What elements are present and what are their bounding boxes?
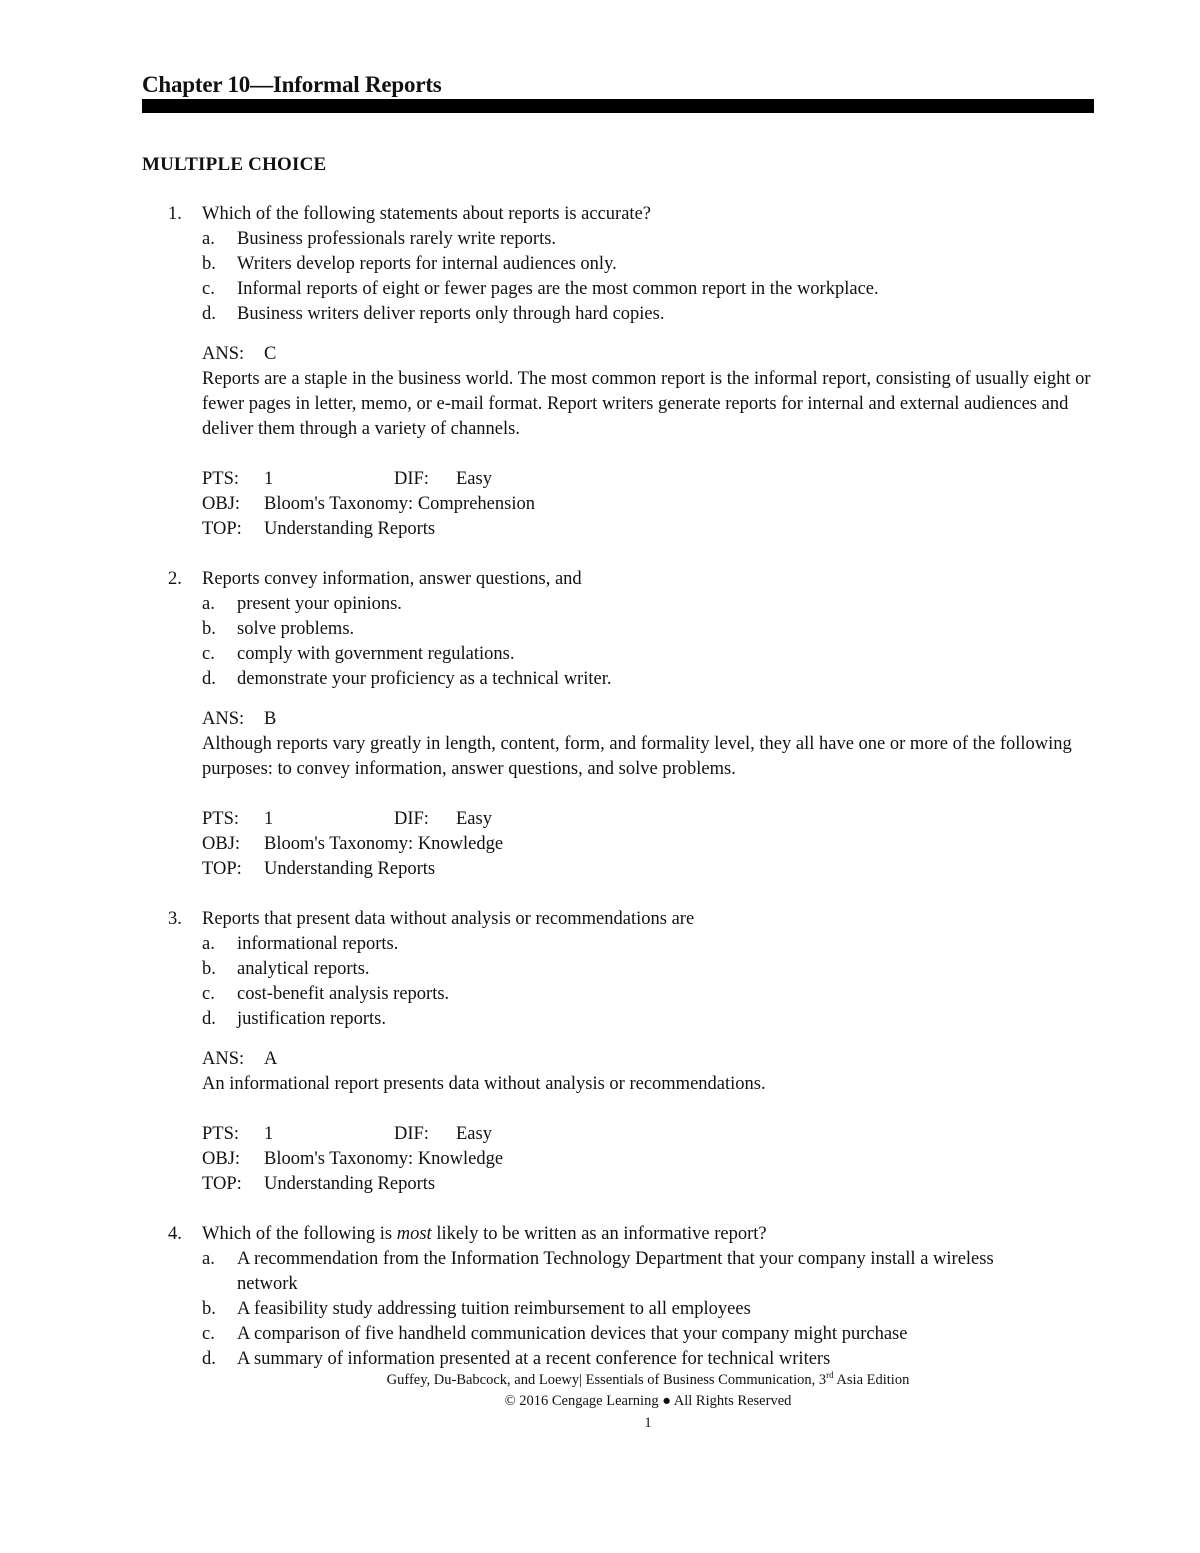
- pts-value: 1: [264, 809, 274, 829]
- choice-letter: d.: [202, 669, 216, 689]
- choice-letter: c.: [202, 644, 215, 664]
- dif-label: DIF:: [394, 1124, 429, 1144]
- question-list: [142, 202, 1092, 1397]
- choice-d: [202, 1007, 1092, 1032]
- obj-value: Bloom's Taxonomy: Comprehension: [264, 494, 535, 514]
- footer-citation-text: Guffey, Du-Babcock, and Loewy| Essentials of Business Communication, 3: [386, 1372, 827, 1388]
- choice-letter: b.: [202, 959, 216, 979]
- choice-text: analytical reports.: [237, 959, 370, 979]
- answer-block: [202, 1047, 1092, 1097]
- choice-text: justification reports.: [237, 1009, 386, 1029]
- top-label: TOP:: [202, 519, 242, 539]
- question-metadata: [202, 1122, 1092, 1197]
- choice-c: [202, 642, 1092, 667]
- answer-line: [202, 707, 1092, 732]
- choice-letter: b.: [202, 1299, 216, 1319]
- question-prompt: Which of the following statements about reports is accurate?: [202, 204, 651, 224]
- answer-block: [202, 342, 1092, 442]
- title-rule: [142, 99, 1094, 113]
- choice-letter: a.: [202, 934, 215, 954]
- obj-label: OBJ:: [202, 834, 241, 854]
- prompt-text: Which of the following is: [202, 1224, 397, 1244]
- answer-label: ANS:: [202, 1049, 245, 1069]
- choice-text: solve problems.: [237, 619, 355, 639]
- question-metadata: [202, 807, 1092, 882]
- answer-value: C: [264, 344, 277, 364]
- choice-a: [202, 932, 1092, 957]
- choice-text: informational reports.: [237, 934, 399, 954]
- choice-letter: c.: [202, 984, 215, 1004]
- choice-d: [202, 667, 1092, 692]
- choice-text: Writers develop reports for internal audiences only.: [237, 254, 617, 274]
- pts-value: 1: [264, 1124, 274, 1144]
- answer-label: ANS:: [202, 344, 245, 364]
- choice-letter: d.: [202, 1009, 216, 1029]
- choice-a: [202, 1247, 1092, 1297]
- choice-text: present your opinions.: [237, 594, 402, 614]
- top-value: Understanding Reports: [264, 1174, 436, 1194]
- answer-line: [202, 342, 1092, 367]
- dif-value: Easy: [456, 469, 492, 489]
- pts-value: 1: [264, 469, 274, 489]
- dif-value: Easy: [456, 809, 492, 829]
- choice-c: [202, 982, 1092, 1007]
- question-metadata: [202, 467, 1092, 542]
- footer-citation-text: Asia Edition: [833, 1372, 910, 1388]
- question-2: [142, 567, 1092, 882]
- choice-letter: d.: [202, 304, 216, 324]
- choice-text: Informal reports of eight or fewer pages are the most common report in the workplace.: [237, 279, 879, 299]
- question-1: [142, 202, 1092, 542]
- choice-letter: d.: [202, 1349, 216, 1369]
- prompt-text: likely to be written as an informative report?: [431, 1224, 767, 1244]
- top-label: TOP:: [202, 859, 242, 879]
- footer-edition-suffix: rd: [826, 1370, 834, 1381]
- choice-letter: c.: [202, 279, 215, 299]
- choice-d: [202, 302, 1092, 327]
- question-number: 4.: [168, 1224, 182, 1244]
- choice-text: A feasibility study addressing tuition reimbursement to all employees: [237, 1299, 751, 1319]
- choice-d: [202, 1347, 1092, 1372]
- choice-a: [202, 592, 1092, 617]
- choice-b: [202, 957, 1092, 982]
- pts-label: PTS:: [202, 809, 240, 829]
- answer-value: A: [264, 1049, 278, 1069]
- choice-letter: a.: [202, 229, 215, 249]
- question-number: 1.: [168, 204, 182, 224]
- answer-explanation: Reports are a staple in the business world. The most common report is the informal report, consisting of usually eight or fewer pages in letter, memo, or e-mail format. Report writers generate reports for internal and external audiences and deliver them through a variety of channels.: [202, 369, 1091, 439]
- choice-letter: a.: [202, 594, 215, 614]
- pts-label: PTS:: [202, 469, 240, 489]
- page-number: 1: [644, 1415, 652, 1431]
- question-prompt: Reports convey information, answer questions, and: [202, 569, 582, 589]
- answer-explanation: Although reports vary greatly in length, content, form, and formality level, they all have one or more of the following purposes: to convey information, answer questions, and solve problems.: [202, 734, 1072, 779]
- dif-label: DIF:: [394, 809, 429, 829]
- top-value: Understanding Reports: [264, 859, 436, 879]
- choice-text: Business professionals rarely write reports.: [237, 229, 557, 249]
- answer-line: [202, 1047, 1092, 1072]
- choice-text: A recommendation from the Information Technology Department that your company install a wireless network: [237, 1249, 994, 1294]
- choice-text: Business writers deliver reports only through hard copies.: [237, 304, 665, 324]
- answer-value: B: [264, 709, 277, 729]
- obj-label: OBJ:: [202, 1149, 241, 1169]
- section-heading: MULTIPLE CHOICE: [142, 154, 327, 175]
- answer-block: [202, 707, 1092, 782]
- choice-letter: a.: [202, 1249, 215, 1269]
- question-prompt: [202, 1222, 1092, 1247]
- top-label: TOP:: [202, 1174, 242, 1194]
- choice-c: [202, 1322, 1092, 1347]
- question-4: [142, 1222, 1092, 1372]
- answer-label: ANS:: [202, 709, 245, 729]
- choice-text: A comparison of five handheld communication devices that your company might purchase: [237, 1324, 908, 1344]
- choice-letter: c.: [202, 1324, 215, 1344]
- question-3: [142, 907, 1092, 1197]
- choice-text: A summary of information presented at a recent conference for technical writers: [237, 1349, 831, 1369]
- choice-b: [202, 1297, 1092, 1322]
- choice-letter: b.: [202, 619, 216, 639]
- footer-copyright: © 2016 Cengage Learning ● All Rights Reserved: [504, 1393, 792, 1409]
- dif-value: Easy: [456, 1124, 492, 1144]
- chapter-title: Chapter 10—Informal Reports: [142, 72, 442, 97]
- question-number: 2.: [168, 569, 182, 589]
- choice-text: demonstrate your proficiency as a technical writer.: [237, 669, 612, 689]
- pts-label: PTS:: [202, 1124, 240, 1144]
- question-number: 3.: [168, 909, 182, 929]
- answer-explanation: An informational report presents data without analysis or recommendations.: [202, 1074, 766, 1094]
- dif-label: DIF:: [394, 469, 429, 489]
- choice-b: [202, 252, 1092, 277]
- choice-a: [202, 227, 1092, 252]
- choice-text: cost-benefit analysis reports.: [237, 984, 450, 1004]
- top-value: Understanding Reports: [264, 519, 436, 539]
- prompt-emphasis: most: [396, 1224, 432, 1244]
- obj-value: Bloom's Taxonomy: Knowledge: [264, 834, 504, 854]
- obj-label: OBJ:: [202, 494, 241, 514]
- obj-value: Bloom's Taxonomy: Knowledge: [264, 1149, 504, 1169]
- choice-letter: b.: [202, 254, 216, 274]
- choice-b: [202, 617, 1092, 642]
- choice-c: [202, 277, 1092, 302]
- choice-text: comply with government regulations.: [237, 644, 515, 664]
- question-prompt: Reports that present data without analysis or recommendations are: [202, 909, 695, 929]
- footer-citation: [48, 1370, 1200, 1391]
